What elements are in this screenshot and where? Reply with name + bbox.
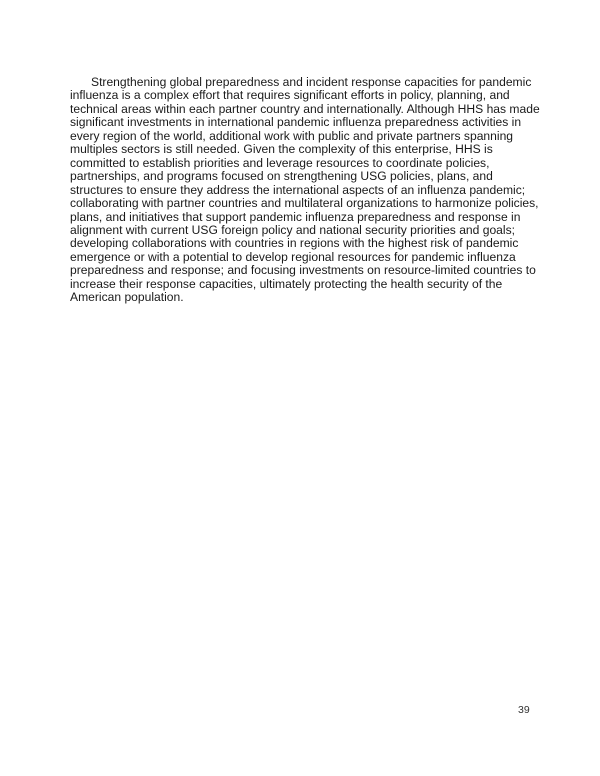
paragraph-line: plans, and initiatives that support pandemic influenza preparedness and response in <box>70 209 521 224</box>
paragraph-line: developing collaborations with countries in regions with the highest risk of pandemic <box>70 236 519 251</box>
paragraph-line: increase their response capacities, ultimately protecting the health security of the <box>70 276 503 291</box>
paragraph-line: collaborating with partner countries and multilateral organizations to harmonize policies, <box>70 196 539 211</box>
paragraph-line: committed to establish priorities and leverage resources to coordinate policies, <box>70 155 490 170</box>
paragraph-line: preparedness and response; and focusing investments on resource-limited countries to <box>70 263 536 278</box>
paragraph-line: Strengthening global preparedness and incident response capacities for pandemic <box>91 75 532 89</box>
body-paragraph <box>70 76 540 305</box>
paragraph-line: every region of the world, additional work with public and private partners spanning <box>70 128 514 143</box>
paragraph-line: technical areas within each partner country and internationally. Although HHS has made <box>70 101 540 116</box>
paragraph-line: emergence or with a potential to develop regional resources for pandemic influenza <box>70 249 516 264</box>
paragraph-line: influenza is a complex effort that requires significant efforts in policy, planning, and <box>70 88 510 103</box>
paragraph-line: American population. <box>70 290 184 305</box>
page-number: 39 <box>518 704 530 716</box>
paragraph-line: multiples sectors is still needed. Given the complexity of this enterprise, HHS is <box>70 142 493 157</box>
paragraph-line: significant investments in international pandemic influenza preparedness activities in <box>70 115 522 130</box>
paragraph-line: structures to ensure they address the international aspects of an influenza pandemic; <box>70 182 526 197</box>
paragraph-line: alignment with current USG foreign policy and national security priorities and goals; <box>70 222 516 237</box>
paragraph-line: partnerships, and programs focused on strengthening USG policies, plans, and <box>70 169 493 184</box>
